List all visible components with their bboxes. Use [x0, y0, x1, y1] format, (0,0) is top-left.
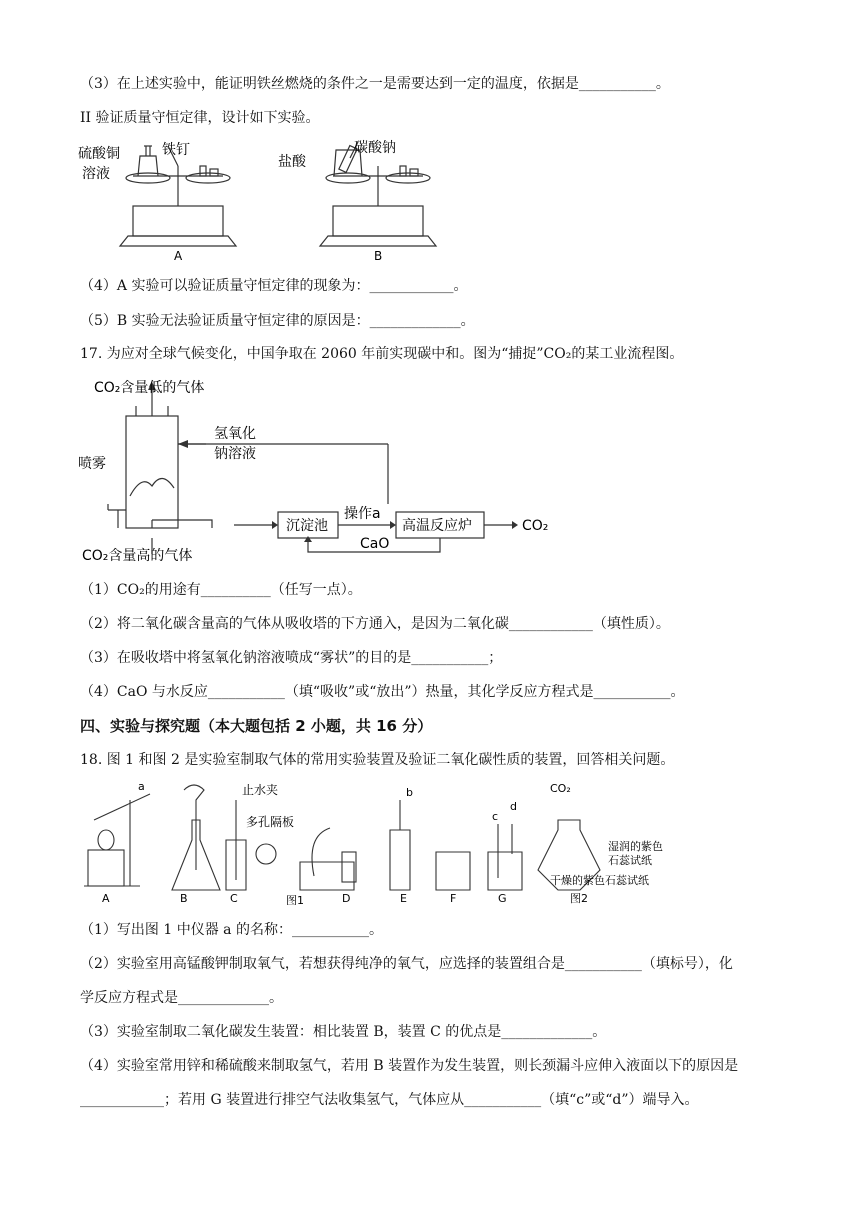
q18-part2-b: 学反应方程式是_____________。: [80, 990, 283, 1006]
caption-f: F: [450, 892, 457, 905]
co2-capture-flowchart: [78, 376, 568, 568]
caption-g: G: [498, 892, 507, 905]
label-iron-nail: 铁钉: [162, 142, 190, 158]
apparatus-figure: [80, 780, 710, 905]
label-dry-paper: 干燥的紫色石蕊试纸: [550, 874, 649, 887]
label-operation-a: 操作a: [344, 506, 381, 522]
label-copper-sulfate: 硫酸铜: [78, 146, 120, 162]
q17-part4: （4）CaO 与水反应___________（填“吸收”或“放出”）热量，其化学反应方程式是___________。: [80, 684, 685, 700]
section-4-title: 四、实验与探究题（本大题包括 2 小题，共 16 分）: [80, 717, 433, 735]
q16-part5: （5）B 实验无法验证质量守恒定律的原因是：_____________。: [80, 313, 475, 329]
label-clamp: 止水夹: [242, 783, 279, 797]
label-low-co2-gas: CO₂含量低的气体: [94, 380, 205, 396]
caption-c: C: [230, 892, 238, 905]
label-high-co2-gas: CO₂含量高的气体: [82, 548, 193, 564]
q18-part4-a: （4）实验室常用锌和稀硫酸来制取氢气，若用 B 装置作为发生装置，则长颈漏斗应伸入液面以下的原因是: [80, 1058, 739, 1074]
label-solution: 溶液: [82, 166, 110, 182]
q16-part2-intro: II 验证质量守恒定律，设计如下实验。: [80, 110, 320, 126]
q18-stem: 18. 图 1 和图 2 是实验室制取气体的常用实验装置及验证二氧化碳性质的装置，回答相关问题。: [80, 752, 675, 768]
q18-part4-b: ____________；若用 G 装置进行排空气法收集氢气，气体应从___________（填“c”或“d”）端导入。: [80, 1092, 699, 1108]
caption-fig2: 图2: [570, 892, 588, 905]
label-c: c: [492, 810, 499, 823]
q18-part2-a: （2）实验室用高锰酸钾制取氧气，若想获得纯净的氧气，应选择的装置组合是___________（填标号），化: [80, 956, 733, 972]
q16-part3: （3）在上述实验中，能证明铁丝燃烧的条件之一是需要达到一定的温度，依据是___________。: [80, 76, 670, 92]
q16-part4: （4）A 实验可以验证质量守恒定律的现象为：____________。: [80, 278, 468, 294]
caption-e: E: [400, 892, 407, 905]
caption-b: B: [374, 249, 383, 262]
label-d: d: [510, 800, 517, 813]
caption-b: B: [180, 892, 188, 905]
label-spray: 喷雾: [78, 456, 106, 472]
q18-part3: （3）实验室制取二氧化碳发生装置：相比装置 B，装置 C 的优点是_____________。: [80, 1024, 607, 1040]
label-naoh-2: 钠溶液: [214, 446, 256, 462]
label-naoh-1: 氢氧化: [214, 426, 256, 442]
label-sodium-carbonate: 碳酸钠: [354, 140, 396, 156]
label-co2-out: CO₂: [522, 518, 549, 534]
caption-a: A: [174, 249, 183, 262]
q18-part1: （1）写出图 1 中仪器 a 的名称：___________。: [80, 922, 383, 938]
q17-part2: （2）将二氧化碳含量高的气体从吸收塔的下方通入，是因为二氧化碳____________（填性质）。: [80, 616, 670, 632]
label-hydrochloric-acid: 盐酸: [278, 154, 306, 170]
caption-d: D: [342, 892, 351, 905]
q17-stem: 17. 为应对全球气候变化，中国争取在 2060 年前实现碳中和。图为“捕捉”CO₂的某工业流程图。: [80, 346, 684, 362]
caption-a: A: [102, 892, 110, 905]
label-wet-paper-1: 湿润的紫色: [608, 840, 663, 853]
label-cao: CaO: [360, 536, 390, 552]
label-furnace: 高温反应炉: [402, 518, 472, 534]
label-b: b: [406, 786, 413, 799]
caption-fig1: 图1: [286, 894, 304, 905]
q17-part1: （1）CO₂的用途有__________（任写一点）。: [80, 582, 362, 598]
balance-figure: [78, 136, 458, 262]
label-settling-tank: 沉淀池: [286, 518, 328, 534]
label-porous-plate: 多孔隔板: [246, 815, 295, 829]
q17-part3: （3）在吸收塔中将氢氧化钠溶液喷成“雾状”的目的是___________；: [80, 650, 503, 666]
label-instrument-a: a: [138, 780, 145, 793]
label-wet-paper-2: 石蕊试纸: [608, 854, 652, 867]
label-co2-in: CO₂: [550, 782, 571, 795]
